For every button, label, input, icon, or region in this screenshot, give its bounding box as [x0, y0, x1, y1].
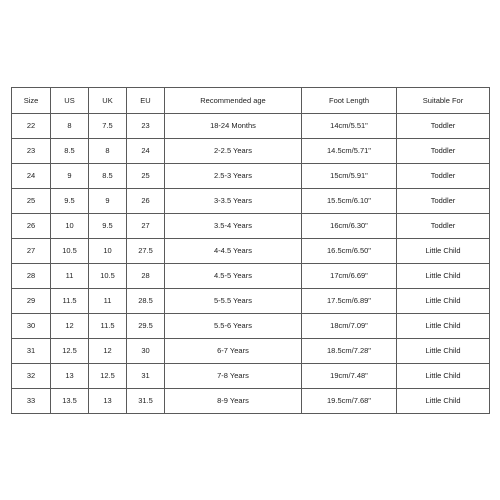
cell-eu: 31 [127, 364, 165, 389]
header-row [12, 88, 490, 114]
cell-us: 11 [51, 264, 89, 289]
header-cell-us: US [51, 88, 89, 114]
cell-foot-length: 15.5cm/6.10" [302, 189, 397, 214]
cell-eu: 31.5 [127, 389, 165, 414]
cell-recommended-age: 2-2.5 Years [165, 139, 302, 164]
cell-recommended-age: 18-24 Months [165, 114, 302, 139]
table-row [12, 314, 490, 339]
table-row [12, 114, 490, 139]
header-cell-suitable-for: Suitable For [397, 88, 490, 114]
cell-suitable-for: Little Child [397, 364, 490, 389]
cell-eu: 27 [127, 214, 165, 239]
cell-recommended-age: 7-8 Years [165, 364, 302, 389]
cell-size: 27 [12, 239, 51, 264]
header-cell-foot-length: Foot Length [302, 88, 397, 114]
cell-uk: 7.5 [89, 114, 127, 139]
cell-size: 23 [12, 139, 51, 164]
cell-size: 26 [12, 214, 51, 239]
cell-foot-length: 15cm/5.91" [302, 164, 397, 189]
cell-foot-length: 16.5cm/6.50" [302, 239, 397, 264]
cell-recommended-age: 5.5-6 Years [165, 314, 302, 339]
table-row [12, 164, 490, 189]
cell-suitable-for: Little Child [397, 289, 490, 314]
cell-recommended-age: 4-4.5 Years [165, 239, 302, 264]
cell-size: 33 [12, 389, 51, 414]
cell-uk: 9 [89, 189, 127, 214]
cell-foot-length: 18cm/7.09" [302, 314, 397, 339]
cell-recommended-age: 5-5.5 Years [165, 289, 302, 314]
table-row [12, 214, 490, 239]
cell-suitable-for: Toddler [397, 139, 490, 164]
cell-uk: 12 [89, 339, 127, 364]
size-chart-body [12, 88, 490, 414]
header-cell-size: Size [12, 88, 51, 114]
cell-suitable-for: Little Child [397, 339, 490, 364]
cell-uk: 10.5 [89, 264, 127, 289]
cell-us: 12.5 [51, 339, 89, 364]
table-row [12, 289, 490, 314]
cell-recommended-age: 2.5-3 Years [165, 164, 302, 189]
cell-uk: 10 [89, 239, 127, 264]
cell-uk: 8 [89, 139, 127, 164]
cell-uk: 8.5 [89, 164, 127, 189]
table-row [12, 264, 490, 289]
cell-eu: 28.5 [127, 289, 165, 314]
cell-uk: 11.5 [89, 314, 127, 339]
cell-size: 24 [12, 164, 51, 189]
cell-us: 12 [51, 314, 89, 339]
cell-us: 10 [51, 214, 89, 239]
cell-foot-length: 17.5cm/6.89" [302, 289, 397, 314]
cell-eu: 28 [127, 264, 165, 289]
cell-foot-length: 16cm/6.30" [302, 214, 397, 239]
cell-suitable-for: Toddler [397, 214, 490, 239]
cell-size: 32 [12, 364, 51, 389]
table-row [12, 239, 490, 264]
cell-eu: 23 [127, 114, 165, 139]
cell-foot-length: 17cm/6.69" [302, 264, 397, 289]
cell-suitable-for: Toddler [397, 189, 490, 214]
cell-suitable-for: Toddler [397, 164, 490, 189]
cell-us: 13.5 [51, 389, 89, 414]
cell-uk: 13 [89, 389, 127, 414]
header-cell-uk: UK [89, 88, 127, 114]
table-row [12, 339, 490, 364]
cell-size: 30 [12, 314, 51, 339]
header-cell-eu: EU [127, 88, 165, 114]
cell-size: 29 [12, 289, 51, 314]
header-cell-recommended-age: Recommended age [165, 88, 302, 114]
cell-foot-length: 18.5cm/7.28" [302, 339, 397, 364]
cell-us: 8.5 [51, 139, 89, 164]
cell-eu: 30 [127, 339, 165, 364]
cell-eu: 26 [127, 189, 165, 214]
cell-suitable-for: Toddler [397, 114, 490, 139]
cell-foot-length: 14.5cm/5.71" [302, 139, 397, 164]
cell-recommended-age: 6-7 Years [165, 339, 302, 364]
cell-eu: 29.5 [127, 314, 165, 339]
cell-us: 9.5 [51, 189, 89, 214]
table-row [12, 364, 490, 389]
cell-us: 13 [51, 364, 89, 389]
cell-foot-length: 14cm/5.51" [302, 114, 397, 139]
cell-foot-length: 19.5cm/7.68" [302, 389, 397, 414]
cell-suitable-for: Little Child [397, 314, 490, 339]
cell-size: 22 [12, 114, 51, 139]
cell-eu: 25 [127, 164, 165, 189]
cell-suitable-for: Little Child [397, 239, 490, 264]
table-row [12, 389, 490, 414]
cell-eu: 24 [127, 139, 165, 164]
cell-uk: 9.5 [89, 214, 127, 239]
cell-uk: 12.5 [89, 364, 127, 389]
table-row [12, 139, 490, 164]
cell-recommended-age: 3-3.5 Years [165, 189, 302, 214]
cell-us: 11.5 [51, 289, 89, 314]
size-chart-table [11, 87, 490, 414]
cell-suitable-for: Little Child [397, 264, 490, 289]
cell-size: 25 [12, 189, 51, 214]
table-row [12, 189, 490, 214]
cell-eu: 27.5 [127, 239, 165, 264]
cell-suitable-for: Little Child [397, 389, 490, 414]
cell-size: 31 [12, 339, 51, 364]
cell-foot-length: 19cm/7.48" [302, 364, 397, 389]
cell-recommended-age: 4.5-5 Years [165, 264, 302, 289]
cell-us: 10.5 [51, 239, 89, 264]
cell-recommended-age: 8-9 Years [165, 389, 302, 414]
cell-us: 8 [51, 114, 89, 139]
cell-us: 9 [51, 164, 89, 189]
cell-uk: 11 [89, 289, 127, 314]
cell-size: 28 [12, 264, 51, 289]
cell-recommended-age: 3.5-4 Years [165, 214, 302, 239]
